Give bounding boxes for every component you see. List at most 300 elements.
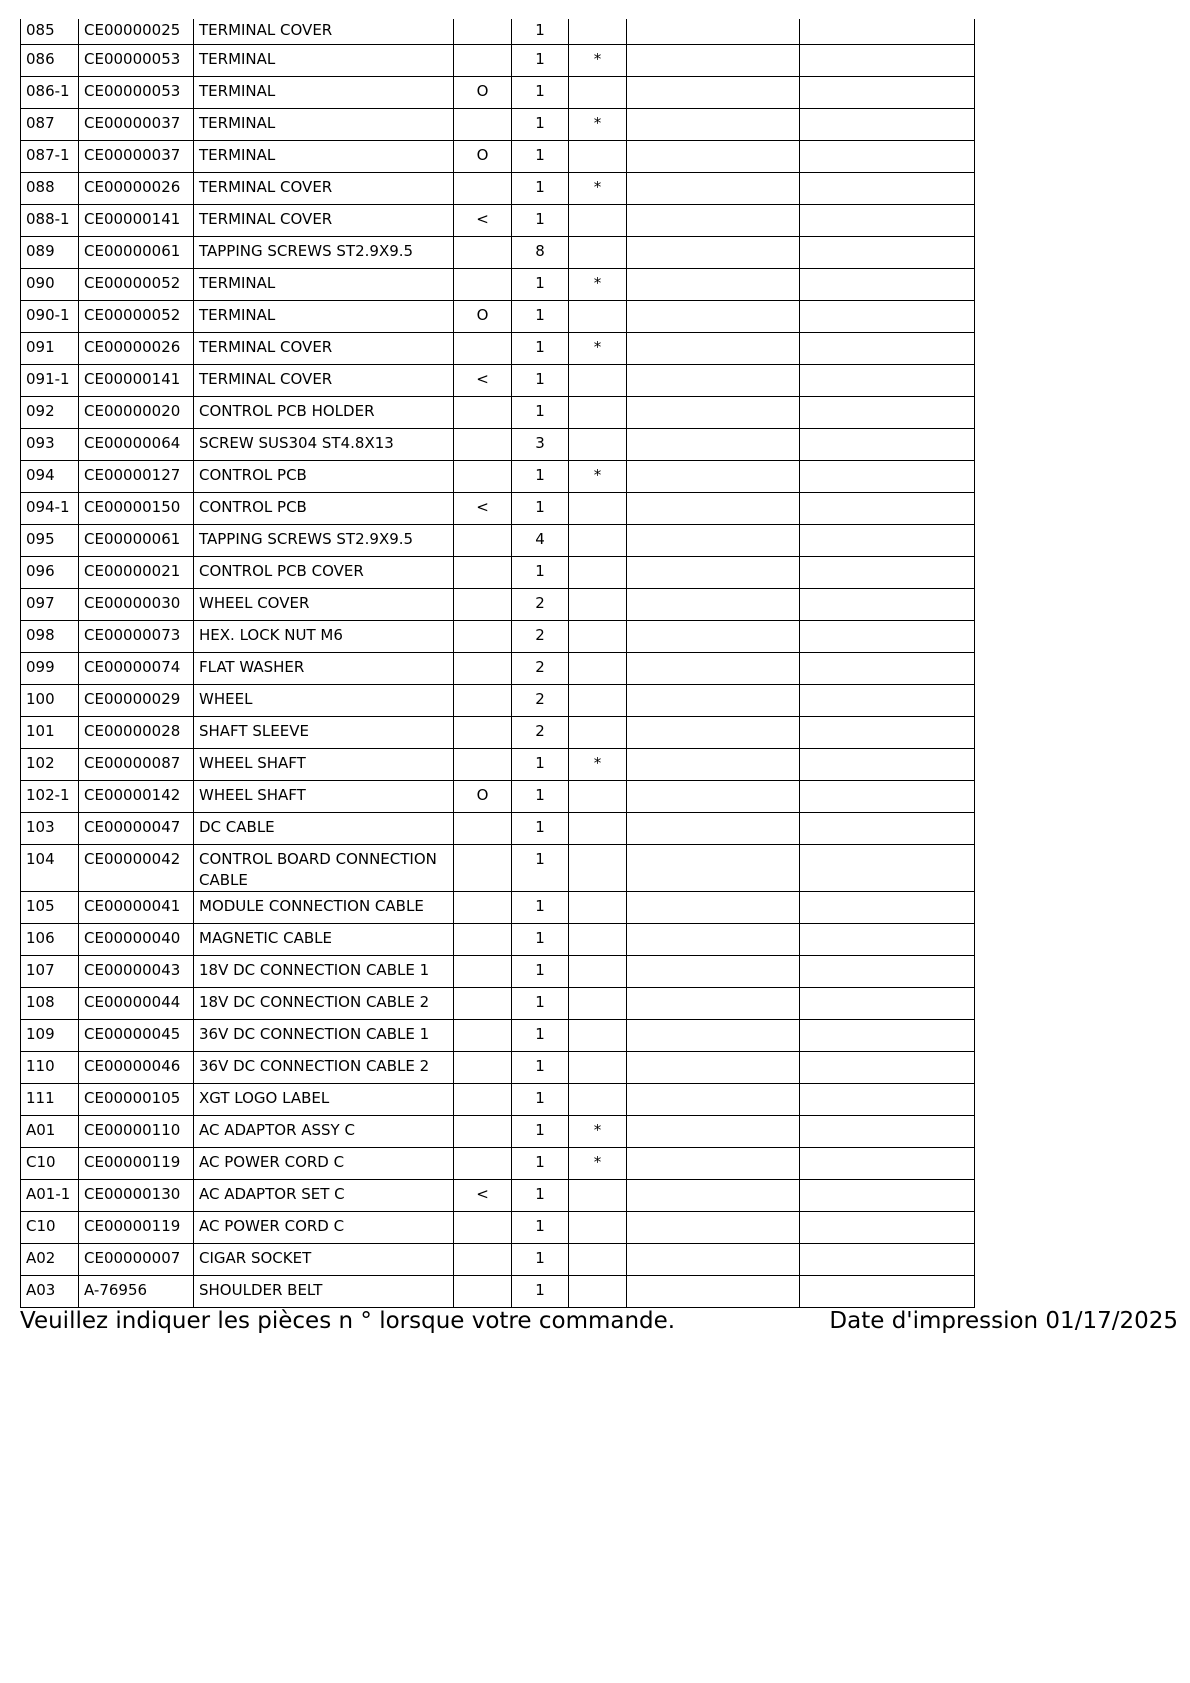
part-description-cell: TERMINAL COVER: [194, 173, 454, 205]
quantity-cell: 1: [512, 1276, 569, 1308]
table-row: [21, 781, 975, 813]
part-number-cell: 101: [21, 717, 79, 749]
change-mark-cell: [454, 173, 512, 205]
part-number-cell: 098: [21, 621, 79, 653]
part-code-cell: CE00000026: [79, 173, 194, 205]
asterisk-cell: [569, 205, 627, 237]
blank-cell: [627, 924, 800, 956]
blank-cell: [627, 1084, 800, 1116]
blank-cell: [800, 109, 975, 141]
part-code-cell: CE00000061: [79, 525, 194, 557]
quantity-cell: 1: [512, 333, 569, 365]
part-description-cell: SHAFT SLEEVE: [194, 717, 454, 749]
part-description-cell: TERMINAL COVER: [194, 19, 454, 45]
asterisk-cell: *: [569, 45, 627, 77]
quantity-cell: 1: [512, 1212, 569, 1244]
asterisk-cell: [569, 429, 627, 461]
asterisk-cell: [569, 1244, 627, 1276]
table-row: [21, 397, 975, 429]
part-description-cell: TERMINAL COVER: [194, 333, 454, 365]
part-code-cell: CE00000041: [79, 892, 194, 924]
part-code-cell: CE00000064: [79, 429, 194, 461]
blank-cell: [800, 525, 975, 557]
quantity-cell: 1: [512, 781, 569, 813]
blank-cell: [627, 397, 800, 429]
part-description-cell: CONTROL PCB COVER: [194, 557, 454, 589]
part-description-cell: XGT LOGO LABEL: [194, 1084, 454, 1116]
asterisk-cell: [569, 493, 627, 525]
change-mark-cell: <: [454, 493, 512, 525]
part-description-cell: TAPPING SCREWS ST2.9X9.5: [194, 525, 454, 557]
change-mark-cell: [454, 988, 512, 1020]
change-mark-cell: [454, 653, 512, 685]
blank-cell: [800, 1052, 975, 1084]
change-mark-cell: [454, 557, 512, 589]
blank-cell: [627, 1180, 800, 1212]
blank-cell: [800, 237, 975, 269]
change-mark-cell: O: [454, 781, 512, 813]
asterisk-cell: [569, 813, 627, 845]
part-number-cell: A01-1: [21, 1180, 79, 1212]
table-row: [21, 685, 975, 717]
part-code-cell: CE00000087: [79, 749, 194, 781]
part-number-cell: 094: [21, 461, 79, 493]
part-description-cell: AC ADAPTOR ASSY C: [194, 1116, 454, 1148]
blank-cell: [627, 653, 800, 685]
blank-cell: [800, 1180, 975, 1212]
part-number-cell: 088-1: [21, 205, 79, 237]
blank-cell: [627, 1020, 800, 1052]
blank-cell: [627, 845, 800, 892]
blank-cell: [800, 1116, 975, 1148]
table-row: [21, 493, 975, 525]
part-number-cell: 088: [21, 173, 79, 205]
asterisk-cell: [569, 141, 627, 173]
blank-cell: [627, 717, 800, 749]
table-row: [21, 237, 975, 269]
part-number-cell: 102-1: [21, 781, 79, 813]
part-number-cell: 110: [21, 1052, 79, 1084]
asterisk-cell: *: [569, 333, 627, 365]
blank-cell: [800, 45, 975, 77]
blank-cell: [800, 924, 975, 956]
blank-cell: [800, 717, 975, 749]
blank-cell: [627, 237, 800, 269]
blank-cell: [800, 333, 975, 365]
part-number-cell: C10: [21, 1148, 79, 1180]
blank-cell: [627, 1052, 800, 1084]
part-number-cell: 085: [21, 19, 79, 45]
part-number-cell: 086: [21, 45, 79, 77]
part-code-cell: CE00000021: [79, 557, 194, 589]
part-code-cell: CE00000025: [79, 19, 194, 45]
asterisk-cell: [569, 557, 627, 589]
part-description-cell: TAPPING SCREWS ST2.9X9.5: [194, 237, 454, 269]
blank-cell: [800, 1020, 975, 1052]
blank-cell: [627, 956, 800, 988]
quantity-cell: 1: [512, 19, 569, 45]
part-number-cell: 096: [21, 557, 79, 589]
quantity-cell: 2: [512, 621, 569, 653]
blank-cell: [800, 956, 975, 988]
blank-cell: [627, 141, 800, 173]
change-mark-cell: [454, 749, 512, 781]
part-number-cell: 108: [21, 988, 79, 1020]
change-mark-cell: <: [454, 365, 512, 397]
part-description-cell: SHOULDER BELT: [194, 1276, 454, 1308]
part-code-cell: CE00000110: [79, 1116, 194, 1148]
change-mark-cell: [454, 19, 512, 45]
blank-cell: [627, 749, 800, 781]
parts-table: [20, 19, 975, 1308]
table-row: [21, 845, 975, 892]
change-mark-cell: [454, 429, 512, 461]
part-description-cell: WHEEL: [194, 685, 454, 717]
change-mark-cell: [454, 621, 512, 653]
blank-cell: [627, 429, 800, 461]
change-mark-cell: [454, 1052, 512, 1084]
asterisk-cell: [569, 301, 627, 333]
change-mark-cell: [454, 589, 512, 621]
part-code-cell: CE00000052: [79, 301, 194, 333]
table-row: [21, 749, 975, 781]
part-number-cell: 091-1: [21, 365, 79, 397]
table-row: [21, 1020, 975, 1052]
quantity-cell: 2: [512, 653, 569, 685]
change-mark-cell: [454, 461, 512, 493]
quantity-cell: 1: [512, 557, 569, 589]
asterisk-cell: [569, 77, 627, 109]
part-code-cell: CE00000029: [79, 685, 194, 717]
blank-cell: [800, 1212, 975, 1244]
part-number-cell: A01: [21, 1116, 79, 1148]
blank-cell: [627, 1212, 800, 1244]
part-description-cell: CONTROL PCB: [194, 461, 454, 493]
blank-cell: [627, 365, 800, 397]
quantity-cell: 1: [512, 892, 569, 924]
change-mark-cell: [454, 924, 512, 956]
asterisk-cell: *: [569, 1148, 627, 1180]
table-row: [21, 109, 975, 141]
quantity-cell: 1: [512, 749, 569, 781]
blank-cell: [627, 77, 800, 109]
quantity-cell: 1: [512, 205, 569, 237]
quantity-cell: 1: [512, 924, 569, 956]
blank-cell: [627, 525, 800, 557]
part-description-cell: CONTROL BOARD CONNECTION CABLE: [194, 845, 454, 892]
table-row: [21, 429, 975, 461]
quantity-cell: 1: [512, 301, 569, 333]
quantity-cell: 1: [512, 1244, 569, 1276]
change-mark-cell: [454, 845, 512, 892]
part-code-cell: CE00000061: [79, 237, 194, 269]
change-mark-cell: [454, 237, 512, 269]
asterisk-cell: [569, 1276, 627, 1308]
change-mark-cell: [454, 892, 512, 924]
order-instruction-note: Veuillez indiquer les pièces n ° lorsque votre commande.: [20, 1308, 676, 1334]
blank-cell: [800, 301, 975, 333]
asterisk-cell: [569, 525, 627, 557]
change-mark-cell: [454, 1212, 512, 1244]
part-code-cell: A-76956: [79, 1276, 194, 1308]
part-code-cell: CE00000028: [79, 717, 194, 749]
asterisk-cell: [569, 397, 627, 429]
table-row: [21, 1116, 975, 1148]
table-row: [21, 45, 975, 77]
quantity-cell: 1: [512, 1148, 569, 1180]
part-number-cell: 092: [21, 397, 79, 429]
part-description-cell: TERMINAL: [194, 141, 454, 173]
part-description-cell: AC ADAPTOR SET C: [194, 1180, 454, 1212]
asterisk-cell: [569, 988, 627, 1020]
table-row: [21, 141, 975, 173]
part-code-cell: CE00000047: [79, 813, 194, 845]
part-description-cell: DC CABLE: [194, 813, 454, 845]
blank-cell: [800, 19, 975, 45]
part-code-cell: CE00000127: [79, 461, 194, 493]
blank-cell: [627, 1116, 800, 1148]
part-code-cell: CE00000037: [79, 109, 194, 141]
table-row: [21, 301, 975, 333]
part-description-cell: HEX. LOCK NUT M6: [194, 621, 454, 653]
change-mark-cell: [454, 45, 512, 77]
part-number-cell: C10: [21, 1212, 79, 1244]
part-number-cell: A03: [21, 1276, 79, 1308]
asterisk-cell: [569, 237, 627, 269]
blank-cell: [800, 77, 975, 109]
blank-cell: [800, 749, 975, 781]
quantity-cell: 1: [512, 45, 569, 77]
table-row: [21, 1084, 975, 1116]
table-row: [21, 813, 975, 845]
quantity-cell: 1: [512, 1180, 569, 1212]
blank-cell: [800, 141, 975, 173]
change-mark-cell: [454, 397, 512, 429]
table-row: [21, 988, 975, 1020]
table-row: [21, 717, 975, 749]
blank-cell: [627, 45, 800, 77]
table-row: [21, 1180, 975, 1212]
table-row: [21, 77, 975, 109]
blank-cell: [627, 269, 800, 301]
blank-cell: [627, 1276, 800, 1308]
asterisk-cell: *: [569, 749, 627, 781]
part-description-cell: SCREW SUS304 ST4.8X13: [194, 429, 454, 461]
asterisk-cell: [569, 365, 627, 397]
part-code-cell: CE00000141: [79, 365, 194, 397]
part-description-cell: TERMINAL: [194, 77, 454, 109]
part-code-cell: CE00000037: [79, 141, 194, 173]
part-code-cell: CE00000130: [79, 1180, 194, 1212]
part-description-cell: 36V DC CONNECTION CABLE 2: [194, 1052, 454, 1084]
table-row: [21, 956, 975, 988]
quantity-cell: 1: [512, 988, 569, 1020]
quantity-cell: 1: [512, 397, 569, 429]
change-mark-cell: [454, 956, 512, 988]
part-number-cell: 089: [21, 237, 79, 269]
change-mark-cell: [454, 333, 512, 365]
quantity-cell: 1: [512, 269, 569, 301]
change-mark-cell: [454, 813, 512, 845]
table-row: [21, 621, 975, 653]
table-row: [21, 19, 975, 45]
quantity-cell: 1: [512, 109, 569, 141]
part-code-cell: CE00000042: [79, 845, 194, 892]
part-number-cell: 102: [21, 749, 79, 781]
part-number-cell: 103: [21, 813, 79, 845]
asterisk-cell: [569, 589, 627, 621]
quantity-cell: 1: [512, 77, 569, 109]
part-number-cell: 105: [21, 892, 79, 924]
asterisk-cell: [569, 1084, 627, 1116]
part-description-cell: CONTROL PCB: [194, 493, 454, 525]
quantity-cell: 1: [512, 813, 569, 845]
blank-cell: [800, 397, 975, 429]
part-number-cell: 087: [21, 109, 79, 141]
table-row: [21, 365, 975, 397]
change-mark-cell: O: [454, 77, 512, 109]
part-number-cell: 097: [21, 589, 79, 621]
table-row: [21, 1052, 975, 1084]
quantity-cell: 1: [512, 1116, 569, 1148]
part-code-cell: CE00000044: [79, 988, 194, 1020]
part-number-cell: 091: [21, 333, 79, 365]
blank-cell: [800, 205, 975, 237]
print-date: Date d'impression 01/17/2025: [829, 1308, 1178, 1334]
asterisk-cell: [569, 892, 627, 924]
part-description-cell: WHEEL COVER: [194, 589, 454, 621]
change-mark-cell: [454, 1116, 512, 1148]
quantity-cell: 1: [512, 956, 569, 988]
blank-cell: [627, 557, 800, 589]
blank-cell: [800, 1148, 975, 1180]
blank-cell: [627, 493, 800, 525]
part-description-cell: TERMINAL: [194, 301, 454, 333]
quantity-cell: 1: [512, 365, 569, 397]
change-mark-cell: [454, 1244, 512, 1276]
asterisk-cell: *: [569, 109, 627, 141]
blank-cell: [627, 1244, 800, 1276]
blank-cell: [800, 621, 975, 653]
part-description-cell: 36V DC CONNECTION CABLE 1: [194, 1020, 454, 1052]
part-code-cell: CE00000040: [79, 924, 194, 956]
asterisk-cell: [569, 1052, 627, 1084]
change-mark-cell: O: [454, 301, 512, 333]
part-description-cell: TERMINAL COVER: [194, 365, 454, 397]
part-description-cell: CONTROL PCB HOLDER: [194, 397, 454, 429]
quantity-cell: 2: [512, 717, 569, 749]
part-number-cell: 087-1: [21, 141, 79, 173]
part-code-cell: CE00000030: [79, 589, 194, 621]
blank-cell: [800, 429, 975, 461]
part-number-cell: 107: [21, 956, 79, 988]
blank-cell: [800, 557, 975, 589]
part-code-cell: CE00000045: [79, 1020, 194, 1052]
blank-cell: [800, 845, 975, 892]
change-mark-cell: [454, 525, 512, 557]
table-row: [21, 461, 975, 493]
change-mark-cell: [454, 269, 512, 301]
blank-cell: [627, 173, 800, 205]
table-row: [21, 924, 975, 956]
quantity-cell: 1: [512, 1052, 569, 1084]
part-code-cell: CE00000043: [79, 956, 194, 988]
table-row: [21, 1148, 975, 1180]
blank-cell: [627, 589, 800, 621]
quantity-cell: 8: [512, 237, 569, 269]
asterisk-cell: [569, 1212, 627, 1244]
change-mark-cell: [454, 1276, 512, 1308]
table-row: [21, 892, 975, 924]
asterisk-cell: [569, 956, 627, 988]
asterisk-cell: [569, 924, 627, 956]
quantity-cell: 1: [512, 493, 569, 525]
table-row: [21, 333, 975, 365]
blank-cell: [627, 892, 800, 924]
quantity-cell: 1: [512, 1020, 569, 1052]
table-row: [21, 557, 975, 589]
blank-cell: [800, 589, 975, 621]
part-description-cell: WHEEL SHAFT: [194, 749, 454, 781]
part-number-cell: 104: [21, 845, 79, 892]
part-description-cell: TERMINAL COVER: [194, 205, 454, 237]
blank-cell: [627, 19, 800, 45]
asterisk-cell: *: [569, 173, 627, 205]
part-code-cell: CE00000074: [79, 653, 194, 685]
part-description-cell: 18V DC CONNECTION CABLE 1: [194, 956, 454, 988]
part-number-cell: 094-1: [21, 493, 79, 525]
part-description-cell: AC POWER CORD C: [194, 1148, 454, 1180]
blank-cell: [627, 205, 800, 237]
part-code-cell: CE00000052: [79, 269, 194, 301]
quantity-cell: 1: [512, 141, 569, 173]
table-row: [21, 653, 975, 685]
part-code-cell: CE00000141: [79, 205, 194, 237]
asterisk-cell: [569, 1180, 627, 1212]
part-description-cell: TERMINAL: [194, 109, 454, 141]
table-row: [21, 269, 975, 301]
blank-cell: [627, 781, 800, 813]
part-description-cell: TERMINAL: [194, 45, 454, 77]
asterisk-cell: [569, 19, 627, 45]
part-description-cell: CIGAR SOCKET: [194, 1244, 454, 1276]
change-mark-cell: <: [454, 1180, 512, 1212]
table-row: [21, 1276, 975, 1308]
part-number-cell: 099: [21, 653, 79, 685]
change-mark-cell: <: [454, 205, 512, 237]
part-number-cell: 090-1: [21, 301, 79, 333]
blank-cell: [800, 493, 975, 525]
part-description-cell: MAGNETIC CABLE: [194, 924, 454, 956]
blank-cell: [627, 685, 800, 717]
blank-cell: [627, 621, 800, 653]
table-row: [21, 173, 975, 205]
parts-table-body: [21, 19, 975, 1308]
blank-cell: [800, 173, 975, 205]
quantity-cell: 2: [512, 589, 569, 621]
table-row: [21, 589, 975, 621]
part-code-cell: CE00000119: [79, 1148, 194, 1180]
quantity-cell: 1: [512, 845, 569, 892]
asterisk-cell: *: [569, 461, 627, 493]
part-number-cell: 095: [21, 525, 79, 557]
asterisk-cell: [569, 1020, 627, 1052]
quantity-cell: 1: [512, 461, 569, 493]
part-number-cell: A02: [21, 1244, 79, 1276]
part-description-cell: MODULE CONNECTION CABLE: [194, 892, 454, 924]
quantity-cell: 2: [512, 685, 569, 717]
change-mark-cell: [454, 1084, 512, 1116]
